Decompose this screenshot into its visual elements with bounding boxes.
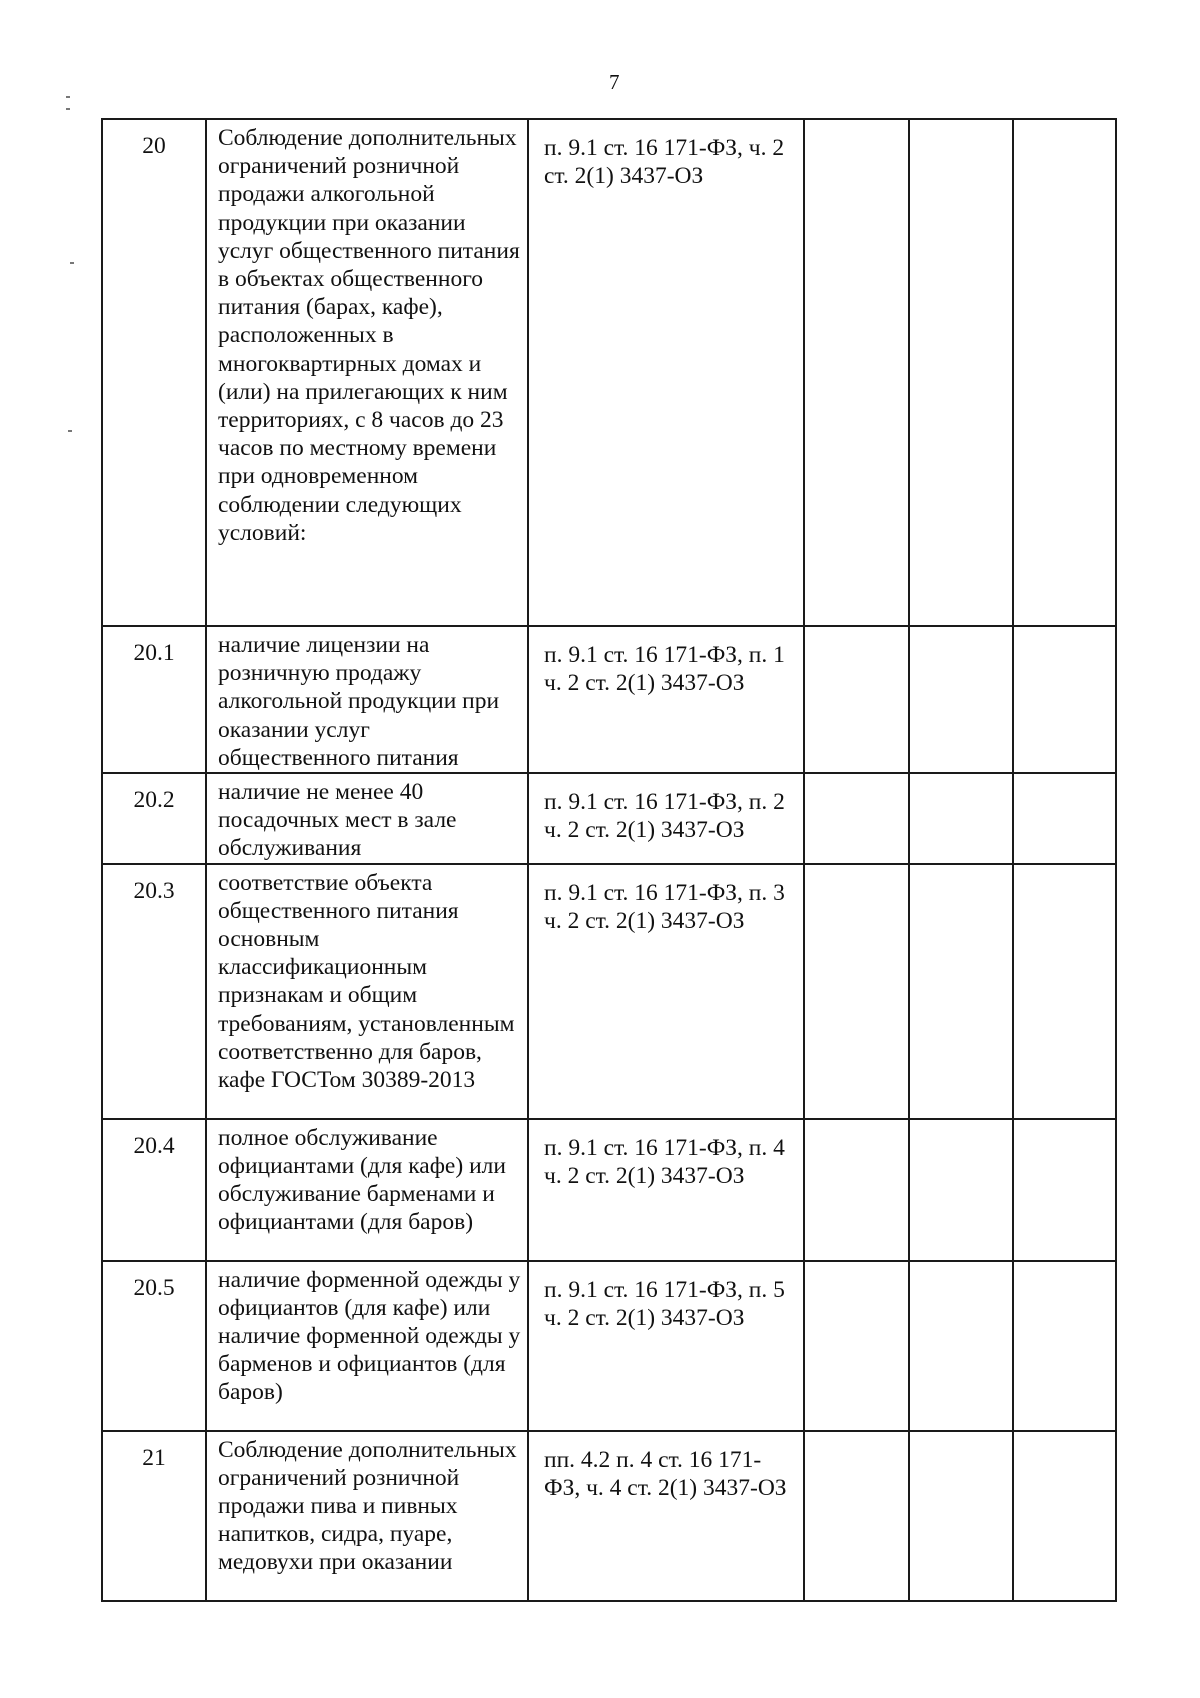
blank-cell: [909, 626, 1013, 773]
row-number: 20.1: [102, 626, 206, 773]
table-row: [102, 864, 1116, 1119]
blank-cell: [1013, 864, 1116, 1119]
blank-cell: [1013, 1261, 1116, 1431]
blank-cell: [909, 773, 1013, 864]
scan-margin-mark: [66, 108, 70, 110]
requirement-text: Соблюдение дополнительных ограничений розничной продажи пива и пивных напитков, сидра, пуаре, медовухи при оказании: [206, 1431, 528, 1601]
page-number: 7: [609, 70, 620, 94]
requirement-text: соответствие объекта общественного питания основным классификационным признакам и общим требованиям, установленным соответственно для баров, кафе ГОСТом 30389-2013: [206, 864, 528, 1119]
requirement-text: наличие не менее 40 посадочных мест в зале обслуживания: [206, 773, 528, 864]
blank-cell: [1013, 1431, 1116, 1601]
blank-cell: [804, 1119, 909, 1261]
table-row: [102, 773, 1116, 864]
table-row: [102, 1119, 1116, 1261]
row-number: 20: [102, 119, 206, 626]
table-row: [102, 626, 1116, 773]
blank-cell: [804, 626, 909, 773]
requirement-text: наличие лицензии на розничную продажу алкогольной продукции при оказании услуг общественного питания: [206, 626, 528, 773]
legal-reference: п. 9.1 ст. 16 171-ФЗ, п. 5 ч. 2 ст. 2(1) 3437-ОЗ: [528, 1261, 804, 1431]
blank-cell: [804, 1431, 909, 1601]
blank-cell: [909, 1431, 1013, 1601]
row-number: 21: [102, 1431, 206, 1601]
checklist-table: [101, 118, 1117, 1602]
blank-cell: [909, 1119, 1013, 1261]
table-row: [102, 119, 1116, 626]
blank-cell: [804, 1261, 909, 1431]
legal-reference: п. 9.1 ст. 16 171-ФЗ, п. 2 ч. 2 ст. 2(1) 3437-ОЗ: [528, 773, 804, 864]
requirement-text: наличие форменной одежды у официантов (для кафе) или наличие форменной одежды у барменов и официантов (для баров): [206, 1261, 528, 1431]
blank-cell: [909, 1261, 1013, 1431]
row-number: 20.2: [102, 773, 206, 864]
table-row: [102, 1431, 1116, 1601]
table-row: [102, 1261, 1116, 1431]
requirement-text: Соблюдение дополнительных ограничений розничной продажи алкогольной продукции при оказании услуг общественного питания в объектах общественного питания (барах, кафе), расположенных в многоквартирных домах и (или) на прилегающих к ним территориях, с 8 часов до 23 часов по местному времени при одновременном соблюдении следующих условий:: [206, 119, 528, 626]
blank-cell: [804, 773, 909, 864]
row-number: 20.3: [102, 864, 206, 1119]
requirement-text: полное обслуживание официантами (для кафе) или обслуживание барменами и официантами (для баров): [206, 1119, 528, 1261]
legal-reference: пп. 4.2 п. 4 ст. 16 171-ФЗ, ч. 4 ст. 2(1) 3437-ОЗ: [528, 1431, 804, 1601]
blank-cell: [804, 864, 909, 1119]
blank-cell: [1013, 626, 1116, 773]
legal-reference: п. 9.1 ст. 16 171-ФЗ, ч. 2 ст. 2(1) 3437-ОЗ: [528, 119, 804, 626]
legal-reference: п. 9.1 ст. 16 171-ФЗ, п. 1 ч. 2 ст. 2(1) 3437-ОЗ: [528, 626, 804, 773]
scan-margin-mark: [70, 262, 74, 264]
blank-cell: [1013, 1119, 1116, 1261]
scan-margin-mark: [68, 430, 72, 432]
scan-margin-mark: [66, 96, 70, 98]
legal-reference: п. 9.1 ст. 16 171-ФЗ, п. 4 ч. 2 ст. 2(1) 3437-ОЗ: [528, 1119, 804, 1261]
blank-cell: [909, 119, 1013, 626]
blank-cell: [1013, 119, 1116, 626]
row-number: 20.5: [102, 1261, 206, 1431]
legal-reference: п. 9.1 ст. 16 171-ФЗ, п. 3 ч. 2 ст. 2(1) 3437-ОЗ: [528, 864, 804, 1119]
blank-cell: [1013, 773, 1116, 864]
row-number: 20.4: [102, 1119, 206, 1261]
blank-cell: [804, 119, 909, 626]
blank-cell: [909, 864, 1013, 1119]
